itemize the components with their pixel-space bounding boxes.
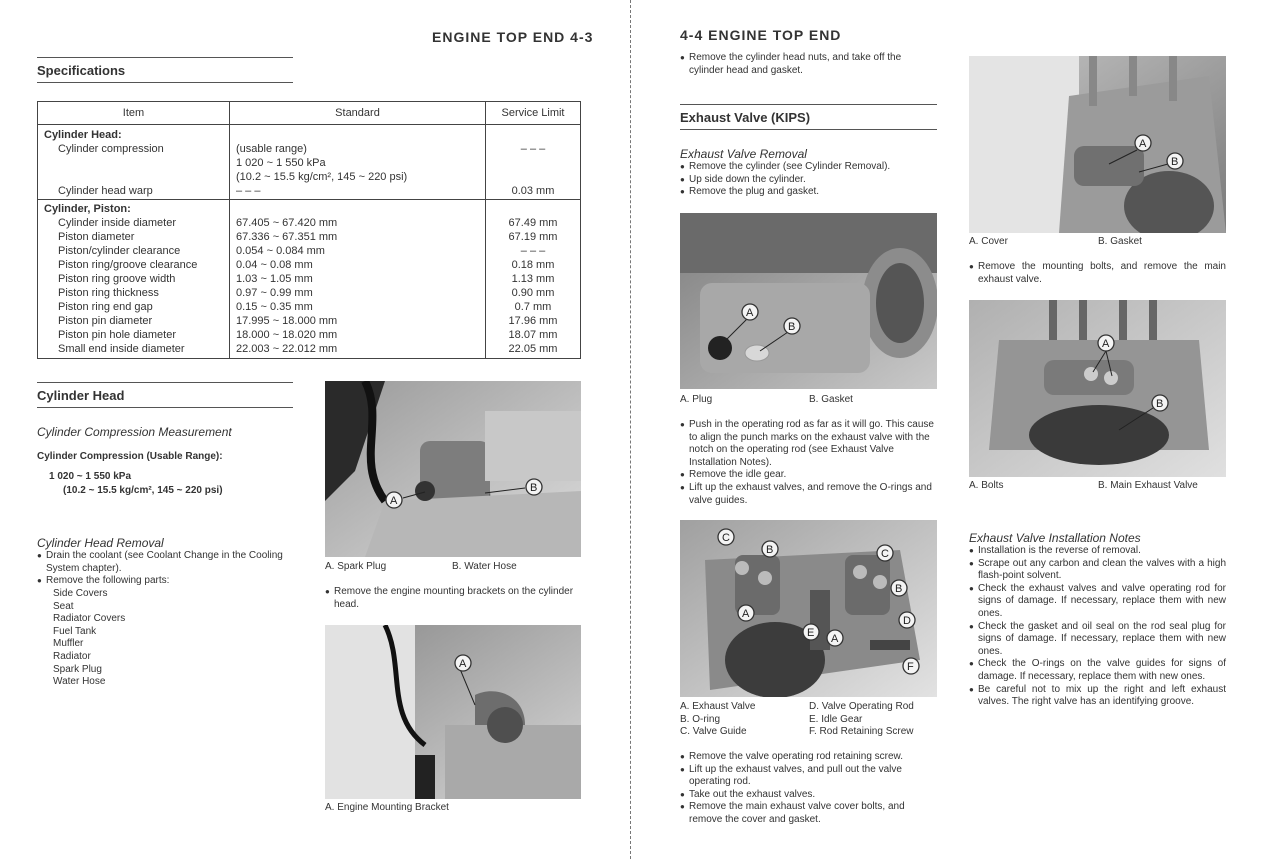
callout-label: B xyxy=(1171,156,1179,168)
caption-gasket: B. Gasket xyxy=(809,394,853,405)
list-item: ● Be careful not to mix up the right and left exhaust valves. The right valve has an identifying groove. xyxy=(969,684,1226,709)
caption-line: B. O-ring xyxy=(680,713,721,725)
list-item: Radiator Covers xyxy=(53,613,126,625)
callout-label: C xyxy=(881,548,889,560)
operating-rod-steps xyxy=(680,419,938,507)
caption-line: F. Rod Retaining Screw xyxy=(809,726,914,738)
compression-value: 1 020 ~ 1 550 kPa xyxy=(49,471,132,482)
list-item: Side Covers xyxy=(53,588,108,599)
column-header-service-limit: Service Limit xyxy=(486,102,581,125)
callout-label: A xyxy=(831,633,839,645)
item-label: Cylinder head warp xyxy=(58,185,153,197)
caption-water-hose: B. Water Hose xyxy=(452,561,517,572)
right-page-header: 4-4 ENGINE TOP END xyxy=(680,27,842,43)
cylinder-head-title: Cylinder Head xyxy=(37,388,125,403)
standard-value: (10.2 ~ 15.5 kg/cm², 145 ~ 220 psi) xyxy=(236,171,408,183)
cover-gasket-photo xyxy=(969,56,1226,233)
standard-value: 67.405 ~ 67.420 mm xyxy=(236,216,338,229)
specifications-table xyxy=(37,101,581,359)
divider xyxy=(37,382,293,383)
engine-mounting-bracket-photo xyxy=(325,625,581,799)
list-item: Fuel Tank xyxy=(53,625,97,637)
divider xyxy=(37,407,293,408)
limit-value: 67.19 mm xyxy=(508,230,558,243)
caption-spark-plug: A. Spark Plug xyxy=(325,561,387,572)
list-item: ● Remove the following parts: xyxy=(37,575,294,588)
callout-label: E xyxy=(807,627,815,639)
list-item: ● Remove the mounting bolts, and remove the main exhaust valve. xyxy=(969,261,1226,286)
list-item: ● Up side down the cylinder. xyxy=(680,174,938,187)
item-label: Piston ring end gap xyxy=(58,300,153,313)
bolts-main-valve-photo xyxy=(969,300,1226,477)
caption-line: D. Valve Operating Rod xyxy=(809,701,914,712)
callout-label: B xyxy=(895,583,903,595)
limit-value: 18.07 mm xyxy=(508,328,558,341)
intro-step xyxy=(680,52,938,77)
caption-engine-mounting-bracket: A. Engine Mounting Bracket xyxy=(325,802,449,813)
caption-bolts: A. Bolts xyxy=(969,480,1004,491)
list-item: ● Remove the cylinder (see Cylinder Removal). xyxy=(680,161,938,174)
exhaust-valves-photo xyxy=(680,520,937,697)
callout-label: C xyxy=(722,532,730,544)
callout-label: B xyxy=(1156,398,1164,410)
parts-list xyxy=(53,588,125,689)
head-removal-title: Cylinder Head Removal xyxy=(37,536,164,550)
callout-label: A xyxy=(459,658,467,670)
callout-label: B xyxy=(766,544,774,556)
limit-value: 1.13 mm xyxy=(511,272,555,285)
left-page-header: ENGINE TOP END 4-3 xyxy=(432,29,594,45)
callout-label: A xyxy=(742,608,750,620)
compression-measurement-title: Cylinder Compression Measurement xyxy=(37,425,232,439)
callout-label: D xyxy=(903,615,911,627)
list-item: ● Drain the coolant (see Coolant Change in the Cooling System chapter). xyxy=(37,550,294,575)
list-item: Water Hose xyxy=(53,676,106,688)
callout-label: A xyxy=(1139,138,1147,150)
limit-value: 0.7 mm xyxy=(514,300,552,313)
mounting-bracket-step xyxy=(325,586,581,611)
caption-cover: A. Cover xyxy=(969,236,1008,247)
item-label: Piston/cylinder clearance xyxy=(58,244,181,257)
valves-captions-left xyxy=(680,701,755,739)
list-item: ● Check the gasket and oil seal on the rod seal plug for signs of damage. If necessary, replace them with new ones. xyxy=(969,621,1226,659)
list-item: ● Check the O-rings on the valve guides for signs of damage. If necessary, replace them with new ones. xyxy=(969,658,1226,683)
divider xyxy=(680,104,937,105)
list-item: ● Remove the valve operating rod retaining screw. xyxy=(680,751,938,764)
caption-gasket: B. Gasket xyxy=(1098,236,1142,247)
limit-value: 0.03 mm xyxy=(511,185,555,197)
list-item: ● Remove the cylinder head nuts, and take off the cylinder head and gasket. xyxy=(680,52,938,77)
spark-plug-photo xyxy=(325,381,581,557)
list-item: Radiator xyxy=(53,650,91,662)
item-label: Small end inside diameter xyxy=(58,342,185,355)
limit-value: 0.90 mm xyxy=(511,286,555,299)
caption-plug: A. Plug xyxy=(680,394,713,405)
valves-captions-right xyxy=(809,701,914,739)
column-header-standard: Standard xyxy=(230,102,486,125)
table-row-group-cylinder-head xyxy=(38,125,581,200)
head-removal-steps xyxy=(37,550,294,588)
compression-label: Cylinder Compression (Usable Range): xyxy=(37,451,223,462)
callout-label: A xyxy=(390,495,398,507)
list-item: Muffler xyxy=(53,638,84,650)
standard-value: (usable range) xyxy=(236,143,307,155)
caption-line: E. Idle Gear xyxy=(809,713,863,725)
standard-value: 18.000 ~ 18.020 mm xyxy=(236,328,338,341)
callout-label: B xyxy=(530,482,538,494)
installation-notes-title: Exhaust Valve Installation Notes xyxy=(969,531,1141,545)
list-item: ● Scrape out any carbon and clean the valves with a high flash-point solvent. xyxy=(969,558,1226,583)
standard-value: 0.04 ~ 0.08 mm xyxy=(236,258,313,271)
table-row-group-cylinder-piston xyxy=(38,199,581,358)
item-label: Piston pin hole diameter xyxy=(58,328,177,341)
group-label: Cylinder Head: xyxy=(44,129,122,141)
list-item: Spark Plug xyxy=(53,663,102,675)
standard-value: 1.03 ~ 1.05 mm xyxy=(236,272,313,285)
caption-line: A. Exhaust Valve xyxy=(680,701,756,712)
standard-value: 17.995 ~ 18.000 mm xyxy=(236,314,338,327)
list-item: ● Installation is the reverse of removal. xyxy=(969,545,1226,558)
list-item: ● Take out the exhaust valves. xyxy=(680,789,938,802)
standard-value: – – – xyxy=(236,185,261,197)
exhaust-removal-title: Exhaust Valve Removal xyxy=(680,147,807,161)
item-label: Cylinder inside diameter xyxy=(58,216,176,229)
limit-value: 17.96 mm xyxy=(508,314,558,327)
standard-value: 0.15 ~ 0.35 mm xyxy=(236,300,313,313)
item-label: Piston pin diameter xyxy=(58,314,153,327)
item-label: Piston ring/groove clearance xyxy=(58,258,198,271)
item-label: Piston ring thickness xyxy=(58,286,159,299)
divider xyxy=(37,82,293,83)
list-item: ● Remove the main exhaust valve cover bolts, and remove the cover and gasket. xyxy=(680,801,938,826)
column-header-item: Item xyxy=(38,102,230,125)
plug-gasket-photo xyxy=(680,213,937,389)
callout-label: A xyxy=(746,307,754,319)
specifications-title: Specifications xyxy=(37,63,126,78)
standard-value: 67.336 ~ 67.351 mm xyxy=(236,230,338,243)
limit-value: 0.18 mm xyxy=(511,258,555,271)
divider xyxy=(680,129,937,130)
callout-label: A xyxy=(1102,338,1110,350)
list-item: ● Lift up the exhaust valves, and remove the O-rings and valve guides. xyxy=(680,482,938,507)
installation-notes-list xyxy=(969,545,1226,709)
page-divider xyxy=(630,0,631,859)
group-label: Cylinder, Piston: xyxy=(44,202,131,215)
compression-value-alt: (10.2 ~ 15.5 kg/cm², 145 ~ 220 psi) xyxy=(63,485,223,496)
limit-value: – – – xyxy=(520,143,546,155)
standard-value: 0.054 ~ 0.084 mm xyxy=(236,244,325,257)
valve-rod-steps xyxy=(680,751,938,827)
list-item: ● Remove the idle gear. xyxy=(680,469,938,482)
item-label: Piston diameter xyxy=(58,230,135,243)
list-item: ● Remove the engine mounting brackets on the cylinder head. xyxy=(325,586,581,611)
exhaust-removal-steps xyxy=(680,161,938,199)
limit-value: 22.05 mm xyxy=(508,342,558,355)
list-item: ● Push in the operating rod as far as it will go. This cause to align the punch marks on the exhaust valve with the notch on the operating rod (see Exhaust Valve Installation Notes). xyxy=(680,419,938,469)
item-label: Cylinder compression xyxy=(58,143,164,155)
mounting-bolts-step xyxy=(969,261,1226,286)
callout-label: B xyxy=(788,321,796,333)
standard-value: 22.003 ~ 22.012 mm xyxy=(236,342,338,355)
standard-value: 1 020 ~ 1 550 kPa xyxy=(236,157,326,169)
caption-line: C. Valve Guide xyxy=(680,726,747,738)
list-item: Seat xyxy=(53,600,74,612)
list-item: ● Lift up the exhaust valves, and pull out the valve operating rod. xyxy=(680,764,938,789)
limit-value: – – – xyxy=(520,244,546,257)
exhaust-valve-title: Exhaust Valve (KIPS) xyxy=(680,110,811,125)
list-item: ● Remove the plug and gasket. xyxy=(680,186,938,199)
divider xyxy=(37,57,293,58)
limit-value: 67.49 mm xyxy=(508,216,558,229)
standard-value: 0.97 ~ 0.99 mm xyxy=(236,286,313,299)
callout-label: F xyxy=(907,661,914,673)
list-item: ● Check the exhaust valves and valve operating rod for signs of damage. If necessary, replace them with new ones. xyxy=(969,583,1226,621)
item-label: Piston ring groove width xyxy=(58,272,176,285)
caption-main-exhaust-valve: B. Main Exhaust Valve xyxy=(1098,480,1198,491)
